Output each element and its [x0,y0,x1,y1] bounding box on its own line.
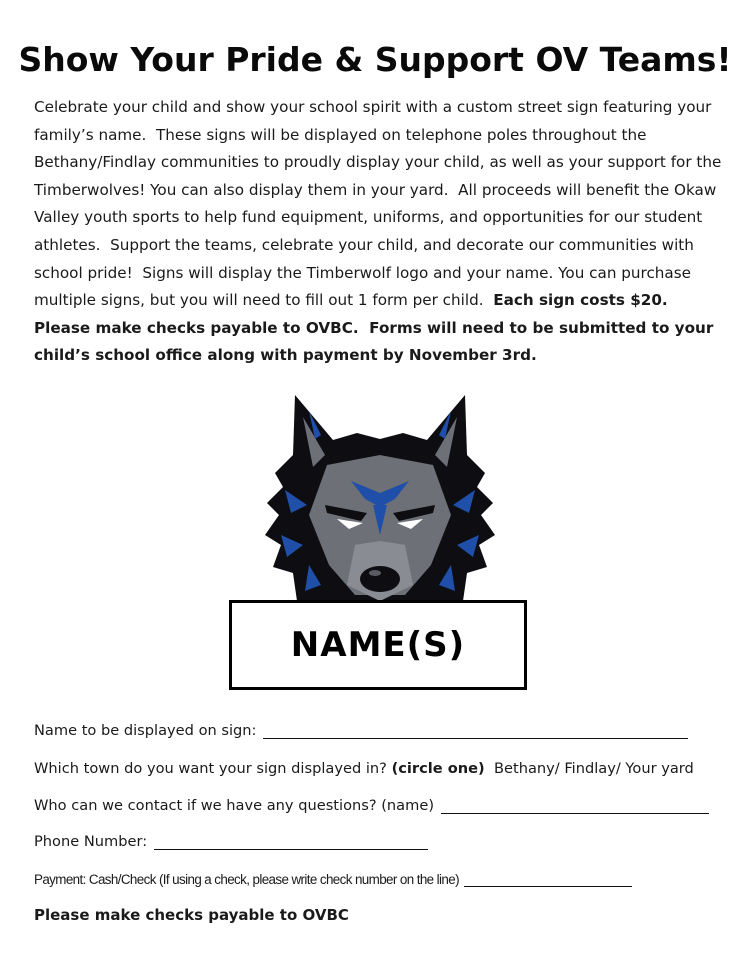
timberwolf-logo [255,395,505,615]
sign-name-label: NAME(S) [290,625,466,665]
contact-input-line[interactable] [441,812,709,814]
name-field-label: Name to be displayed on sign: [34,722,257,739]
page-title: Show Your Pride & Support OV Teams! [18,40,732,79]
phone-field-row [34,833,428,850]
town-hint: (circle one) [391,760,485,777]
contact-field-label: Who can we contact if we have any questions? (name) [34,797,435,814]
intro-paragraph [34,94,734,370]
payment-field-row [34,872,632,887]
intro-text: Celebrate your child and show your school spirit with a custom street sign featuring your family’s name. These signs will be displayed on telephone poles throughout the Bethany/Findlay communities to proudly display your child, as well as your support for the Timberwolves! You can also display them in your yard. All proceeds will benefit the Okaw Valley youth sports to help fund equipment, uniforms, and opportunities for our student athletes. Support the teams, celebrate your child, and decorate our communities with school pride! Signs will display the Timberwolf logo and your name. You can purchase multiple signs, but you will need to fill out 1 form per child. [34,98,722,310]
wolf-head-icon [255,395,505,615]
contact-field-row [34,797,709,814]
payment-field-label: Payment: Cash/Check (If using a check, please write check number on the line) [34,872,459,887]
sign-name-box [229,600,527,690]
name-field-row [34,722,688,739]
footer-note: Please make checks payable to OVBC [34,906,349,924]
phone-input-line[interactable] [154,848,428,850]
town-field-label: Which town do you want your sign displayed in? [34,760,387,777]
phone-field-label: Phone Number: [34,833,148,850]
town-options[interactable]: Bethany/ Findlay/ Your yard [493,760,694,777]
payment-input-line[interactable] [464,885,632,887]
intro-bold-text: Each sign costs $20. Please make checks payable to OVBC. Forms will need to be submitted to your child’s school office along with payment by November 3rd. [34,291,714,365]
town-field-row [34,760,694,777]
name-input-line[interactable] [263,737,688,739]
